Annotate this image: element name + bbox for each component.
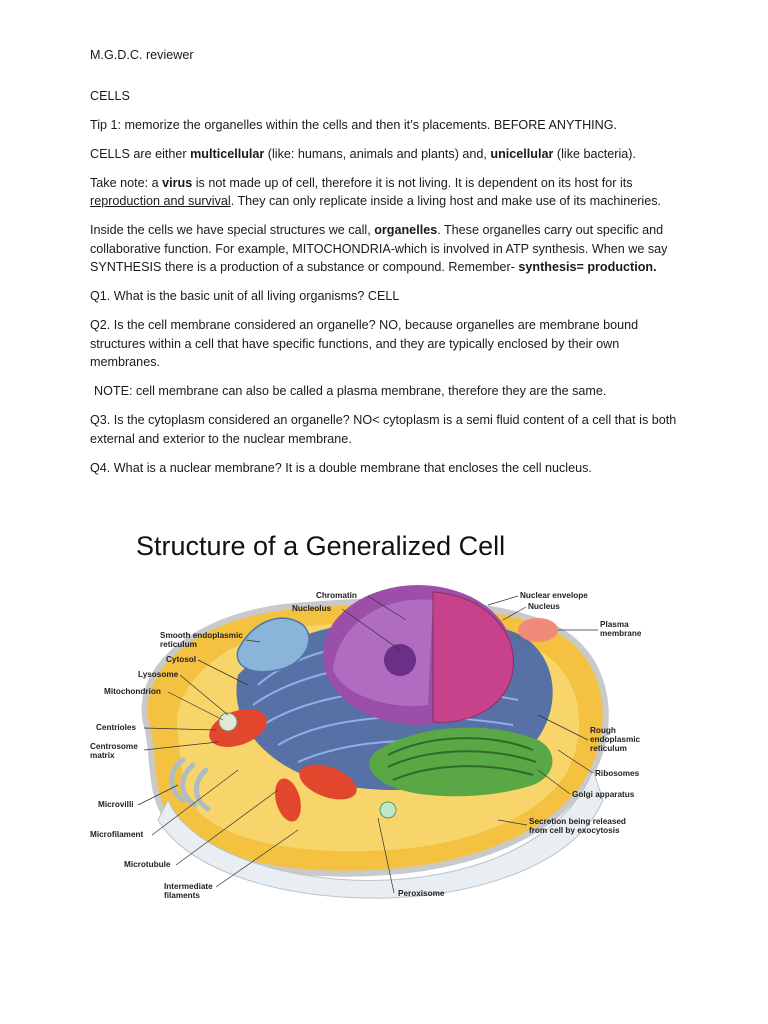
document-text [90, 46, 680, 488]
virus-text-a: Take note: a [90, 175, 163, 190]
label-secretion-2: from cell by exocytosis [529, 826, 620, 835]
synthesis-bold: synthesis= production. [518, 260, 657, 274]
label-centrioles: Centrioles [96, 723, 137, 732]
organelles-paragraph [90, 221, 680, 277]
virus-text-c: is not made up of cell, therefore it is not living. It is dependent on its host for its [192, 175, 633, 190]
label-secretion-1: Secretion being released [529, 817, 626, 826]
label-golgi: Golgi apparatus [572, 790, 635, 799]
question-1: Q1. What is the basic unit of all living organisms? CELL [90, 289, 400, 303]
organelles-text-c: . These organelles carry out specific and collaborative function. For example, MITOCHONDRIA-which is involved in ATP synthesis. When we say SYNTHESIS there is a production of a substance or compound. Remember- [90, 223, 668, 274]
label-intermediate-2: filaments [164, 891, 200, 900]
label-plasma-2: membrane [600, 629, 642, 638]
label-nucleus: Nucleus [528, 602, 560, 611]
cells-paragraph [90, 145, 680, 164]
label-cytosol: Cytosol [166, 655, 197, 664]
label-mitochondrion: Mitochondrion [104, 687, 161, 696]
virus-bold: virus [162, 175, 193, 190]
label-nuclear-envelope: Nuclear envelope [520, 591, 588, 600]
document-header: M.G.D.C. reviewer [90, 48, 194, 62]
label-ribosomes: Ribosomes [595, 769, 640, 778]
label-rough-er-3: reticulum [590, 744, 627, 753]
cells-text-a: CELLS are either [90, 146, 191, 161]
label-centrosome-1: Centrosome [90, 742, 138, 751]
peroxisome-shape [380, 802, 396, 818]
question-2: Q2. Is the cell membrane considered an organelle? NO, because organelles are membrane bound structures within a cell that have specific functions, and they are typically enclosed by their own membranes. [90, 318, 639, 369]
cells-unicellular: unicellular [490, 146, 554, 161]
label-intermediate-1: Intermediate [164, 882, 213, 891]
nucleolus-shape [384, 644, 416, 676]
label-centrosome-2: matrix [90, 751, 115, 760]
label-microvilli: Microvilli [98, 800, 134, 809]
virus-text-e: . They can only replicate inside a living host and make use of its machineries. [230, 194, 661, 208]
organelles-text-a: Inside the cells we have special structures we call, [90, 223, 375, 237]
cells-text-c: (like: humans, animals and plants) and, [264, 146, 491, 161]
tip-paragraph: Tip 1: memorize the organelles within the cells and then it’s placements. BEFORE ANYTHING. [90, 117, 618, 132]
label-rough-er-1: Rough [590, 726, 616, 735]
question-3: Q3. Is the cytoplasm considered an organelle? NO< cytoplasm is a semi fluid content of a cell that is both external and exterior to the nuclear membrane. [90, 413, 677, 446]
lysosome-shape [219, 713, 237, 731]
organelles-bold: organelles [374, 223, 438, 237]
section-heading: CELLS [90, 88, 130, 103]
cell-diagram [88, 500, 663, 905]
label-peroxisome: Peroxisome [398, 889, 445, 898]
note-paragraph: NOTE: cell membrane can also be called a plasma membrane, therefore they are the same. [94, 384, 607, 398]
label-microfilament: Microfilament [90, 830, 144, 839]
cell-diagram-svg [88, 500, 663, 905]
label-nucleolus: Nucleolus [292, 604, 332, 613]
label-rough-er-2: endoplasmic [590, 735, 641, 744]
virus-paragraph [90, 174, 680, 211]
figure-title: Structure of a Generalized Cell [136, 531, 506, 561]
label-chromatin: Chromatin [316, 591, 357, 600]
label-smooth-er-2: reticulum [160, 640, 197, 649]
cells-text-e: (like bacteria). [553, 146, 636, 161]
plasma-membrane-patch [518, 618, 558, 642]
label-lysosome: Lysosome [138, 670, 179, 679]
label-smooth-er-1: Smooth endoplasmic [160, 631, 243, 640]
virus-underlined: reproduction and survival [90, 194, 231, 208]
cells-multicellular: multicellular [190, 146, 265, 161]
question-4: Q4. What is a nuclear membrane? It is a double membrane that encloses the cell nucleus. [90, 460, 592, 475]
label-microtubule: Microtubule [124, 860, 171, 869]
label-plasma-1: Plasma [600, 620, 629, 629]
